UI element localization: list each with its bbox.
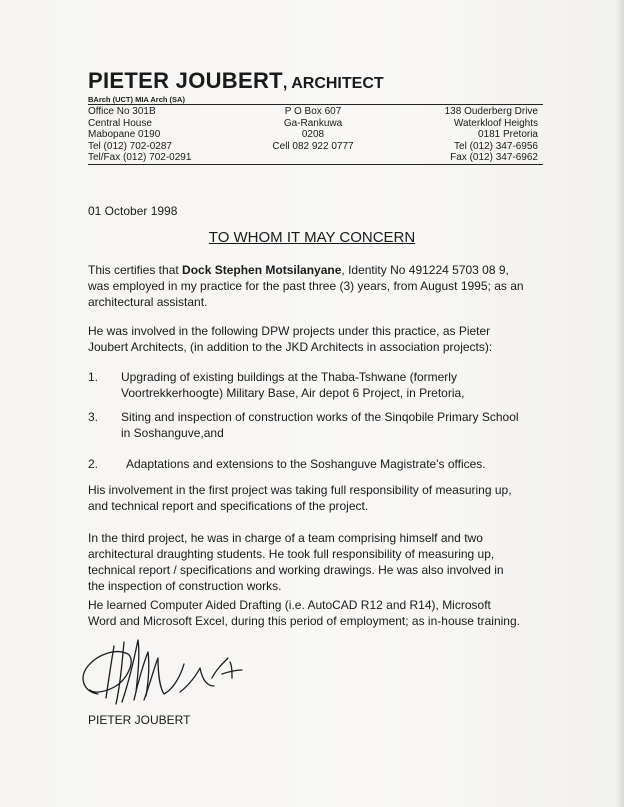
project-line: Adaptations and extensions to the Soshanguve Magistrate's offices. — [126, 457, 486, 471]
project-number: 2. — [88, 457, 99, 471]
paragraph-projects-intro — [88, 323, 548, 355]
project-line: Siting and inspection of construction works of the Sinqobile Primary School — [121, 410, 519, 424]
address-line: P O Box 607 — [284, 106, 342, 117]
header-rule-top — [88, 104, 543, 105]
heading-text: TO WHOM IT MAY CONCERN — [208, 229, 416, 246]
address-line: Tel (012) 702-0287 — [88, 140, 172, 152]
para-line: He learned Computer Aided Drafting (i.e. AutoCAD R12 and R14), Microsoft — [88, 598, 491, 612]
address-line: 138 Ouderberg Drive — [444, 106, 538, 117]
address-line: Office No 301B — [88, 106, 156, 117]
architect-title: , ARCHITECT — [282, 75, 384, 92]
para-line: was employed in my practice for the past three (3) years, from August 1995; as an — [88, 279, 524, 293]
para-line: technical report / specifications and working drawings. He was also involved in — [88, 563, 504, 577]
project-number: 3. — [88, 410, 99, 424]
middle-address-block — [268, 106, 358, 152]
employee-name: Dock Stephen Motsilanyane — [182, 263, 342, 277]
paragraph-first-project — [88, 482, 548, 514]
right-address-block — [405, 106, 538, 164]
architect-name: PIETER JOUBERT — [88, 68, 283, 93]
para1-id: , Identity No 491224 5703 08 9, — [341, 263, 509, 277]
signatory-name: PIETER JOUBERT — [88, 713, 191, 727]
para-line: Joubert Architects, (in addition to the JKD Architects in association projects): — [88, 340, 493, 354]
left-address-block — [88, 106, 191, 164]
letter-date: 01 October 1998 — [88, 204, 178, 218]
paragraph-certification — [88, 262, 548, 310]
para-line: and technical report and specifications of the project. — [88, 499, 369, 513]
project-line: Upgrading of existing buildings at the Thaba-Tshwane (formerly — [121, 370, 457, 384]
address-line: 0208 — [301, 129, 325, 141]
qualifications: BArch (UCT) MIA Arch (SA) — [88, 95, 185, 104]
para-line: His involvement in the first project was taking full responsibility of measuring up, — [88, 483, 512, 497]
address-line: Ga-Rankuwa — [283, 117, 343, 129]
header-rule-bottom — [88, 164, 543, 165]
address-line: Cell 082 922 0777 — [272, 140, 354, 152]
para-line: architectural assistant. — [88, 295, 208, 309]
paragraph-training — [88, 597, 548, 629]
letterhead-title — [88, 68, 384, 94]
address-line: Tel/Fax (012) 702-0291 — [88, 152, 192, 164]
para1-lead: This certifies that — [88, 263, 183, 277]
para-line: He was involved in the following DPW projects under this practice, as Pieter — [88, 324, 491, 338]
project-line: Voortrekkerhoogte) Military Base, Air depot 6 Project, in Pretoria, — [121, 386, 465, 400]
address-line: Tel (012) 347-6956 — [454, 140, 538, 152]
letter-heading — [0, 229, 624, 246]
project-line: in Soshanguve,and — [121, 426, 224, 440]
para-line: Word and Microsoft Excel, during this period of employment; as in-house training. — [88, 614, 520, 628]
project-number: 1. — [88, 370, 99, 384]
paragraph-third-project — [88, 530, 548, 594]
para-line: architectural draughting students. He took full responsibility of measuring up, — [88, 547, 495, 561]
address-line: Fax (012) 347-6962 — [450, 152, 538, 164]
para-line: the inspection of construction works. — [88, 579, 282, 593]
address-line: Mabopane 0190 — [88, 129, 161, 141]
handwritten-signature — [76, 634, 246, 712]
address-line: 0181 Pretoria — [477, 129, 538, 141]
address-line: Central House — [88, 117, 152, 129]
para-line: In the third project, he was in charge of a team comprising himself and two — [88, 531, 483, 545]
address-line: Waterkloof Heights — [453, 117, 538, 129]
